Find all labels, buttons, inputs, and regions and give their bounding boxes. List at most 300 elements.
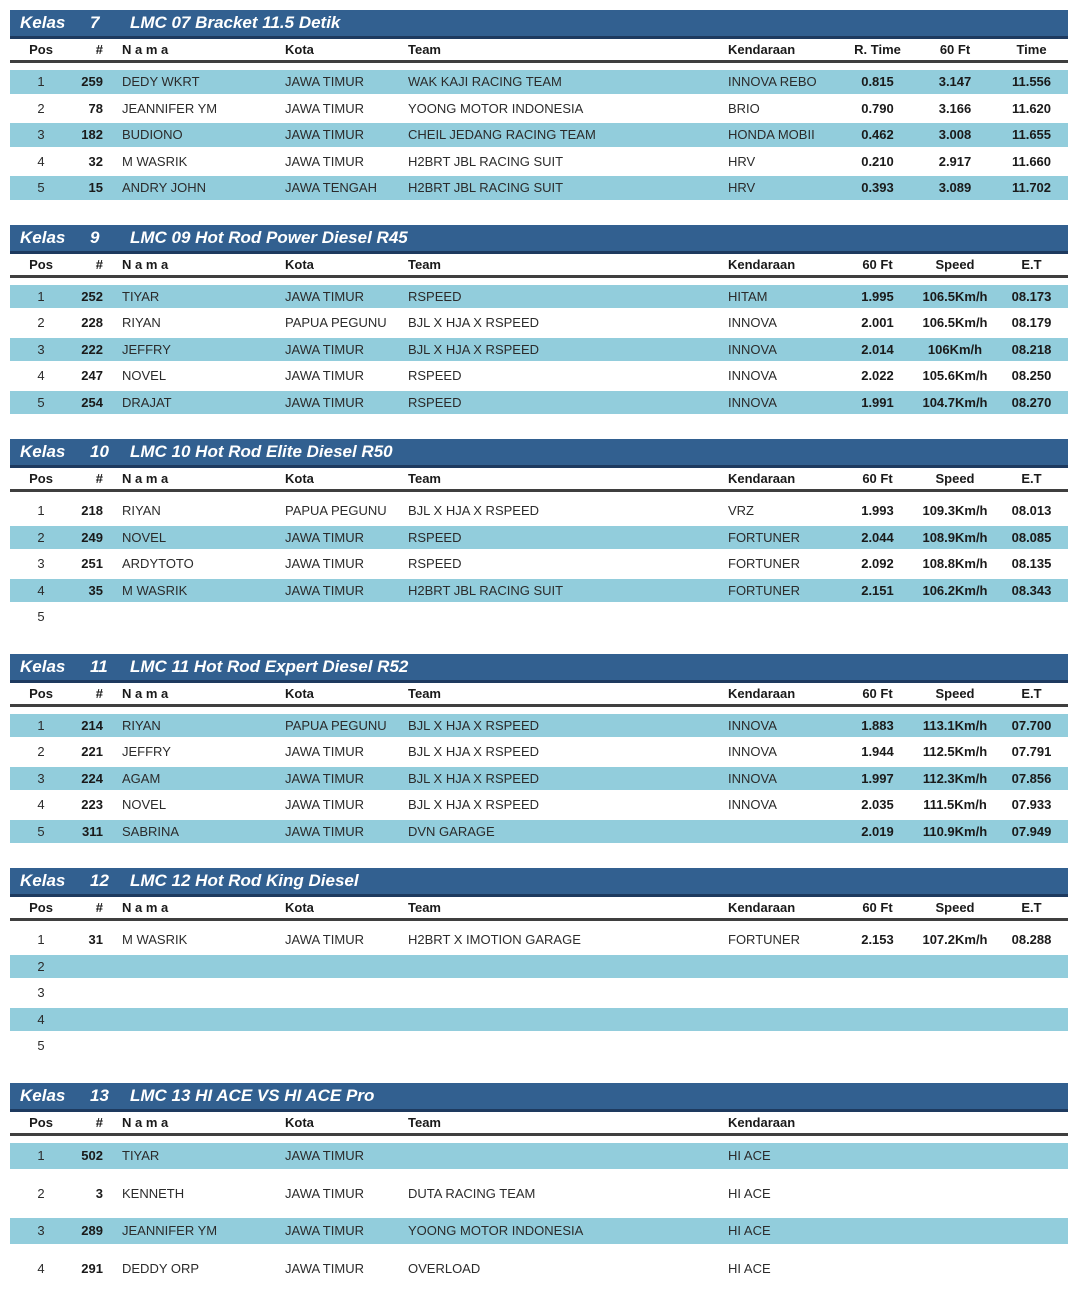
cell-team: BJL X HJA X RSPEED bbox=[408, 341, 540, 357]
cell-name: M WASRIK bbox=[122, 932, 188, 948]
cell-name: JEANNIFER YM bbox=[122, 100, 218, 116]
cell-vehicle: FORTUNER bbox=[728, 582, 800, 598]
cell-pos: 3 bbox=[37, 556, 45, 572]
col-header-vehicle: Kendaraan bbox=[728, 1114, 796, 1130]
result-row-4 bbox=[10, 793, 1068, 820]
table-title-bar bbox=[10, 439, 1068, 468]
cell-car-number: 254 bbox=[81, 394, 103, 410]
col-header-city: Kota bbox=[285, 256, 314, 272]
cell-vehicle: HITAM bbox=[728, 288, 768, 304]
cell-car-number: 291 bbox=[81, 1260, 103, 1276]
cell-name: TIYAR bbox=[122, 288, 160, 304]
cell-car-number: 252 bbox=[81, 288, 103, 304]
col-header-team: Team bbox=[408, 1114, 441, 1130]
result-row-5 bbox=[10, 176, 1068, 203]
cell-speed: 113.1Km/h bbox=[922, 717, 988, 733]
cell-city: JAWA TIMUR bbox=[285, 100, 364, 116]
cell-reaction-time: 0.790 bbox=[861, 100, 894, 116]
cell-car-number: 223 bbox=[81, 797, 103, 813]
cell-pos: 2 bbox=[37, 100, 45, 116]
cell-vehicle: HI ACE bbox=[728, 1185, 771, 1201]
cell-et: 08.343 bbox=[1011, 582, 1052, 598]
cell-city: JAWA TIMUR bbox=[285, 341, 364, 357]
col-header-vehicle: Kendaraan bbox=[728, 685, 796, 701]
cell-team: H2BRT JBL RACING SUIT bbox=[408, 582, 564, 598]
table-rows bbox=[10, 70, 1068, 203]
cell-pos: 1 bbox=[37, 717, 45, 733]
cell-vehicle: HI ACE bbox=[728, 1260, 771, 1276]
table-title-bar bbox=[10, 10, 1068, 39]
col-header-car-number: # bbox=[95, 42, 103, 57]
col-header-speed: Speed bbox=[935, 900, 975, 915]
result-row-4 bbox=[10, 150, 1068, 177]
cell-pos: 4 bbox=[37, 368, 45, 384]
result-row-4 bbox=[10, 364, 1068, 391]
result-row-4 bbox=[10, 1255, 1068, 1293]
cell-name: DEDDY ORP bbox=[122, 1260, 200, 1276]
class-title: LMC 10 Hot Rod Elite Diesel R50 bbox=[130, 442, 393, 461]
cell-city: PAPUA PEGUNU bbox=[285, 503, 387, 519]
cell-city: JAWA TIMUR bbox=[285, 1148, 364, 1164]
col-header-name: N a m a bbox=[122, 471, 169, 486]
result-row-2 bbox=[10, 311, 1068, 338]
col-header-speed: Speed bbox=[935, 256, 975, 272]
cell-name: JEFFRY bbox=[122, 341, 171, 357]
cell-60ft: 2.035 bbox=[861, 797, 894, 813]
col-header-60ft: 60 Ft bbox=[939, 42, 971, 57]
class-number: 13 bbox=[90, 1085, 109, 1105]
kelas-10-table bbox=[10, 439, 1068, 632]
column-header-row bbox=[10, 897, 1068, 921]
cell-pos: 2 bbox=[37, 744, 45, 760]
cell-pos: 2 bbox=[37, 529, 45, 545]
cell-vehicle: HI ACE bbox=[728, 1148, 771, 1164]
result-row-2 bbox=[10, 740, 1068, 767]
cell-speed: 106.5Km/h bbox=[922, 288, 988, 304]
cell-et: 08.135 bbox=[1011, 556, 1052, 572]
class-label: Kelas bbox=[20, 13, 66, 32]
kelas-13-table bbox=[10, 1083, 1068, 1293]
cell-vehicle: INNOVA bbox=[728, 744, 777, 760]
col-header-car-number: # bbox=[95, 256, 103, 272]
result-row-3 bbox=[10, 767, 1068, 794]
cell-name: DRAJAT bbox=[122, 394, 172, 410]
cell-pos: 4 bbox=[37, 797, 45, 813]
col-header-vehicle: Kendaraan bbox=[728, 42, 796, 57]
cell-vehicle: FORTUNER bbox=[728, 556, 800, 572]
cell-team: OVERLOAD bbox=[408, 1260, 481, 1276]
cell-et: 07.949 bbox=[1011, 823, 1052, 839]
cell-vehicle: INNOVA bbox=[728, 797, 777, 813]
cell-city: JAWA TIMUR bbox=[285, 823, 364, 839]
cell-team: CHEIL JEDANG RACING TEAM bbox=[408, 127, 596, 143]
table-title-bar bbox=[10, 868, 1068, 897]
cell-car-number: 228 bbox=[81, 315, 103, 331]
col-header-vehicle: Kendaraan bbox=[728, 256, 796, 272]
cell-speed: 109.3Km/h bbox=[922, 503, 988, 519]
column-header-row bbox=[10, 683, 1068, 707]
cell-60ft: 2.022 bbox=[861, 368, 894, 384]
cell-team: BJL X HJA X RSPEED bbox=[408, 770, 540, 786]
cell-car-number: 311 bbox=[82, 823, 103, 839]
cell-60ft: 2.014 bbox=[861, 341, 894, 357]
col-header-pos: Pos bbox=[29, 42, 53, 57]
col-header-city: Kota bbox=[285, 685, 314, 701]
cell-vehicle: VRZ bbox=[728, 503, 754, 519]
col-header-name: N a m a bbox=[122, 42, 169, 57]
cell-city: JAWA TIMUR bbox=[285, 74, 364, 90]
cell-team: H2BRT JBL RACING SUIT bbox=[408, 153, 564, 169]
result-row-1 bbox=[10, 499, 1068, 526]
kelas-12-table bbox=[10, 868, 1068, 1061]
cell-name: RIYAN bbox=[122, 503, 161, 519]
cell-pos: 3 bbox=[37, 341, 45, 357]
cell-car-number: 221 bbox=[81, 744, 103, 760]
class-number: 10 bbox=[90, 442, 109, 461]
cell-name: RIYAN bbox=[122, 315, 161, 331]
cell-name: ANDRY JOHN bbox=[122, 180, 207, 196]
result-row-5 bbox=[10, 605, 1068, 632]
cell-car-number: 222 bbox=[81, 341, 103, 357]
cell-et: 07.856 bbox=[1011, 770, 1052, 786]
result-row-5 bbox=[10, 820, 1068, 847]
cell-60ft: 3.166 bbox=[938, 100, 972, 116]
col-header-60ft: 60 Ft bbox=[862, 471, 893, 486]
class-label: Kelas bbox=[20, 656, 66, 676]
cell-city: JAWA TIMUR bbox=[285, 1223, 364, 1239]
table-rows bbox=[10, 285, 1068, 418]
col-header-vehicle: Kendaraan bbox=[728, 471, 796, 486]
cell-team: H2BRT X IMOTION GARAGE bbox=[408, 932, 581, 948]
cell-name: RIYAN bbox=[122, 717, 161, 733]
result-row-4 bbox=[10, 579, 1068, 606]
cell-city: JAWA TIMUR bbox=[285, 394, 364, 410]
cell-et: 08.013 bbox=[1011, 503, 1052, 519]
cell-speed: 106Km/h bbox=[927, 341, 983, 357]
cell-speed: 106.5Km/h bbox=[922, 315, 988, 331]
cell-60ft: 2.917 bbox=[938, 153, 972, 169]
col-header-team: Team bbox=[408, 256, 441, 272]
cell-60ft: 1.997 bbox=[861, 770, 894, 786]
cell-city: JAWA TIMUR bbox=[285, 582, 364, 598]
result-row-3 bbox=[10, 123, 1068, 150]
cell-car-number: 289 bbox=[81, 1223, 103, 1239]
column-header-row bbox=[10, 1112, 1068, 1136]
cell-pos: 5 bbox=[37, 1038, 45, 1054]
class-label: Kelas bbox=[20, 871, 66, 890]
class-title: LMC 11 Hot Rod Expert Diesel R52 bbox=[130, 656, 409, 676]
col-header-speed: Speed bbox=[935, 685, 975, 701]
kelas-7-table bbox=[10, 0, 1068, 203]
cell-name: TIYAR bbox=[122, 1148, 160, 1164]
cell-et: 08.173 bbox=[1011, 288, 1052, 304]
cell-60ft: 2.019 bbox=[861, 823, 894, 839]
cell-pos: 4 bbox=[37, 582, 45, 598]
kelas-9-table bbox=[10, 225, 1068, 418]
class-title: LMC 13 HI ACE VS HI ACE Pro bbox=[130, 1085, 375, 1105]
col-header-team: Team bbox=[408, 471, 441, 486]
col-header-city: Kota bbox=[285, 42, 314, 57]
cell-60ft: 1.995 bbox=[861, 288, 894, 304]
table-title-bar bbox=[10, 225, 1068, 254]
class-title: LMC 12 Hot Rod King Diesel bbox=[130, 871, 359, 890]
cell-team: RSPEED bbox=[408, 288, 462, 304]
cell-car-number: 214 bbox=[81, 717, 103, 733]
cell-car-number: 35 bbox=[88, 582, 103, 598]
kelas-11-table bbox=[10, 654, 1068, 847]
cell-car-number: 182 bbox=[81, 127, 103, 143]
cell-reaction-time: 0.815 bbox=[861, 74, 894, 90]
cell-speed: 106.2Km/h bbox=[922, 582, 988, 598]
cell-pos: 5 bbox=[37, 394, 45, 410]
cell-car-number: 15 bbox=[88, 180, 103, 196]
cell-speed: 107.2Km/h bbox=[922, 932, 988, 948]
result-row-2 bbox=[10, 1180, 1068, 1218]
cell-time: 11.655 bbox=[1011, 127, 1052, 143]
cell-name: KENNETH bbox=[122, 1185, 185, 1201]
result-row-2 bbox=[10, 526, 1068, 553]
cell-pos: 5 bbox=[37, 609, 45, 625]
cell-team: YOONG MOTOR INDONESIA bbox=[408, 1223, 584, 1239]
cell-name: SABRINA bbox=[122, 823, 180, 839]
table-title-bar bbox=[10, 654, 1068, 683]
cell-team: RSPEED bbox=[408, 529, 462, 545]
col-header-60ft: 60 Ft bbox=[862, 900, 893, 915]
cell-car-number: 32 bbox=[88, 153, 103, 169]
col-header-car-number: # bbox=[95, 471, 103, 486]
cell-et: 08.179 bbox=[1011, 315, 1052, 331]
cell-pos: 5 bbox=[37, 180, 45, 196]
cell-speed: 108.9Km/h bbox=[922, 529, 988, 545]
cell-60ft: 3.008 bbox=[938, 127, 972, 143]
cell-speed: 108.8Km/h bbox=[922, 556, 988, 572]
cell-speed: 105.6Km/h bbox=[922, 368, 988, 384]
result-row-3 bbox=[10, 1218, 1068, 1256]
cell-city: JAWA TIMUR bbox=[285, 529, 364, 545]
result-row-1 bbox=[10, 1143, 1068, 1181]
cell-name: AGAM bbox=[122, 770, 161, 786]
cell-team: H2BRT JBL RACING SUIT bbox=[408, 180, 564, 196]
cell-vehicle: BRIO bbox=[728, 100, 760, 116]
col-header-team: Team bbox=[408, 900, 441, 915]
cell-vehicle: INNOVA bbox=[728, 394, 777, 410]
cell-time: 11.620 bbox=[1011, 100, 1052, 116]
cell-et: 08.288 bbox=[1011, 932, 1052, 948]
cell-vehicle: INNOVA bbox=[728, 315, 777, 331]
cell-et: 07.791 bbox=[1011, 744, 1052, 760]
cell-pos: 1 bbox=[37, 932, 45, 948]
cell-name: JEANNIFER YM bbox=[122, 1223, 218, 1239]
cell-pos: 5 bbox=[37, 823, 45, 839]
cell-city: JAWA TIMUR bbox=[285, 288, 364, 304]
col-header-car-number: # bbox=[95, 1114, 103, 1130]
cell-city: JAWA TIMUR bbox=[285, 1185, 364, 1201]
cell-60ft: 3.089 bbox=[938, 180, 972, 196]
cell-car-number: 224 bbox=[81, 770, 103, 786]
col-header-team: Team bbox=[408, 42, 441, 57]
cell-city: JAWA TIMUR bbox=[285, 368, 364, 384]
cell-name: NOVEL bbox=[122, 797, 167, 813]
col-header-et: E.T bbox=[1021, 900, 1042, 915]
cell-city: JAWA TIMUR bbox=[285, 932, 364, 948]
class-number: 12 bbox=[90, 871, 109, 890]
cell-pos: 2 bbox=[37, 958, 45, 974]
class-number: 9 bbox=[90, 227, 100, 247]
class-number: 11 bbox=[90, 656, 108, 676]
result-row-1 bbox=[10, 70, 1068, 97]
col-header-car-number: # bbox=[95, 900, 103, 915]
col-header-city: Kota bbox=[285, 900, 314, 915]
cell-city: JAWA TIMUR bbox=[285, 744, 364, 760]
cell-team: YOONG MOTOR INDONESIA bbox=[408, 100, 584, 116]
table-title-bar bbox=[10, 1083, 1068, 1112]
cell-name: NOVEL bbox=[122, 529, 167, 545]
cell-et: 08.250 bbox=[1011, 368, 1052, 384]
cell-time: 11.660 bbox=[1011, 153, 1052, 169]
cell-60ft: 1.883 bbox=[861, 717, 894, 733]
col-header-name: N a m a bbox=[122, 1114, 169, 1130]
cell-name: ARDYTOTO bbox=[122, 556, 194, 572]
cell-60ft: 2.151 bbox=[861, 582, 894, 598]
cell-team: BJL X HJA X RSPEED bbox=[408, 315, 540, 331]
col-header-vehicle: Kendaraan bbox=[728, 900, 796, 915]
cell-car-number: 502 bbox=[81, 1148, 103, 1164]
cell-car-number: 3 bbox=[95, 1185, 103, 1201]
cell-name: M WASRIK bbox=[122, 582, 188, 598]
result-row-2 bbox=[10, 97, 1068, 124]
result-row-1 bbox=[10, 928, 1068, 955]
col-header-60ft: 60 Ft bbox=[862, 256, 893, 272]
cell-team: BJL X HJA X RSPEED bbox=[408, 744, 540, 760]
table-rows bbox=[10, 1143, 1068, 1293]
result-row-3 bbox=[10, 981, 1068, 1008]
table-rows bbox=[10, 499, 1068, 632]
cell-team: RSPEED bbox=[408, 368, 462, 384]
class-label: Kelas bbox=[20, 442, 66, 461]
cell-car-number: 251 bbox=[81, 556, 103, 572]
result-row-2 bbox=[10, 955, 1068, 982]
col-header-et: E.T bbox=[1021, 256, 1042, 272]
cell-car-number: 249 bbox=[81, 529, 103, 545]
cell-city: PAPUA PEGUNU bbox=[285, 717, 387, 733]
cell-vehicle: HONDA MOBII bbox=[728, 127, 815, 143]
col-header-team: Team bbox=[408, 685, 441, 701]
cell-speed: 111.5Km/h bbox=[923, 797, 987, 813]
cell-team: WAK KAJI RACING TEAM bbox=[408, 74, 562, 90]
col-header-pos: Pos bbox=[29, 256, 53, 272]
cell-car-number: 78 bbox=[88, 100, 103, 116]
cell-pos: 1 bbox=[37, 1148, 45, 1164]
column-header-row bbox=[10, 254, 1068, 278]
cell-reaction-time: 0.393 bbox=[861, 180, 894, 196]
cell-60ft: 3.147 bbox=[938, 74, 972, 90]
cell-speed: 112.3Km/h bbox=[922, 770, 988, 786]
col-header-et: E.T bbox=[1021, 471, 1042, 486]
col-header-et: E.T bbox=[1021, 685, 1042, 701]
col-header-city: Kota bbox=[285, 1114, 314, 1130]
cell-pos: 1 bbox=[37, 74, 45, 90]
result-row-5 bbox=[10, 391, 1068, 418]
cell-vehicle: INNOVA bbox=[728, 717, 777, 733]
col-header-name: N a m a bbox=[122, 685, 169, 701]
col-header-name: N a m a bbox=[122, 256, 169, 272]
cell-team: BJL X HJA X RSPEED bbox=[408, 717, 540, 733]
cell-car-number: 218 bbox=[81, 503, 103, 519]
cell-time: 11.556 bbox=[1011, 74, 1052, 90]
cell-city: JAWA TIMUR bbox=[285, 770, 364, 786]
cell-pos: 1 bbox=[37, 288, 45, 304]
cell-vehicle: INNOVA bbox=[728, 770, 777, 786]
col-header-60ft: 60 Ft bbox=[862, 685, 893, 701]
cell-time: 11.702 bbox=[1011, 180, 1052, 196]
result-row-5 bbox=[10, 1034, 1068, 1061]
cell-city: JAWA TIMUR bbox=[285, 556, 364, 572]
cell-speed: 112.5Km/h bbox=[922, 744, 988, 760]
cell-et: 07.933 bbox=[1011, 797, 1052, 813]
cell-60ft: 1.944 bbox=[861, 744, 894, 760]
result-row-1 bbox=[10, 714, 1068, 741]
cell-team: DVN GARAGE bbox=[408, 823, 495, 839]
class-title: LMC 07 Bracket 11.5 Detik bbox=[130, 13, 341, 32]
cell-60ft: 2.092 bbox=[861, 556, 894, 572]
cell-et: 08.085 bbox=[1011, 529, 1052, 545]
cell-pos: 1 bbox=[37, 503, 45, 519]
cell-vehicle: FORTUNER bbox=[728, 932, 800, 948]
cell-pos: 3 bbox=[37, 1223, 45, 1239]
column-header-row bbox=[10, 39, 1068, 63]
cell-city: PAPUA PEGUNU bbox=[285, 315, 387, 331]
cell-city: JAWA TENGAH bbox=[285, 180, 377, 196]
col-header-pos: Pos bbox=[29, 471, 53, 486]
cell-et: 08.270 bbox=[1011, 394, 1052, 410]
cell-vehicle: HRV bbox=[728, 153, 756, 169]
cell-speed: 110.9Km/h bbox=[922, 823, 988, 839]
cell-pos: 3 bbox=[37, 127, 45, 143]
cell-city: JAWA TIMUR bbox=[285, 153, 364, 169]
cell-team: BJL X HJA X RSPEED bbox=[408, 503, 540, 519]
cell-pos: 3 bbox=[37, 770, 45, 786]
col-header-time: Time bbox=[1016, 42, 1047, 57]
cell-team: RSPEED bbox=[408, 556, 462, 572]
class-label: Kelas bbox=[20, 227, 66, 247]
cell-pos: 2 bbox=[37, 315, 45, 331]
cell-vehicle: INNOVA bbox=[728, 341, 777, 357]
cell-city: JAWA TIMUR bbox=[285, 797, 364, 813]
cell-60ft: 2.153 bbox=[861, 932, 894, 948]
cell-pos: 4 bbox=[37, 1011, 45, 1027]
table-rows bbox=[10, 928, 1068, 1061]
cell-car-number: 247 bbox=[81, 368, 103, 384]
cell-name: BUDIONO bbox=[122, 127, 183, 143]
cell-vehicle: HI ACE bbox=[728, 1223, 771, 1239]
col-header-pos: Pos bbox=[29, 1114, 53, 1130]
result-row-1 bbox=[10, 285, 1068, 312]
cell-pos: 3 bbox=[37, 985, 45, 1001]
col-header-speed: Speed bbox=[935, 471, 975, 486]
cell-60ft: 2.001 bbox=[861, 315, 894, 331]
class-number: 7 bbox=[90, 13, 100, 32]
table-rows bbox=[10, 714, 1068, 847]
cell-reaction-time: 0.462 bbox=[861, 127, 894, 143]
cell-team: BJL X HJA X RSPEED bbox=[408, 797, 540, 813]
cell-60ft: 1.993 bbox=[861, 503, 894, 519]
result-row-4 bbox=[10, 1008, 1068, 1035]
col-header-name: N a m a bbox=[122, 900, 169, 915]
col-header-pos: Pos bbox=[29, 900, 53, 915]
cell-car-number: 31 bbox=[88, 932, 103, 948]
cell-city: JAWA TIMUR bbox=[285, 1260, 364, 1276]
cell-vehicle: FORTUNER bbox=[728, 529, 800, 545]
